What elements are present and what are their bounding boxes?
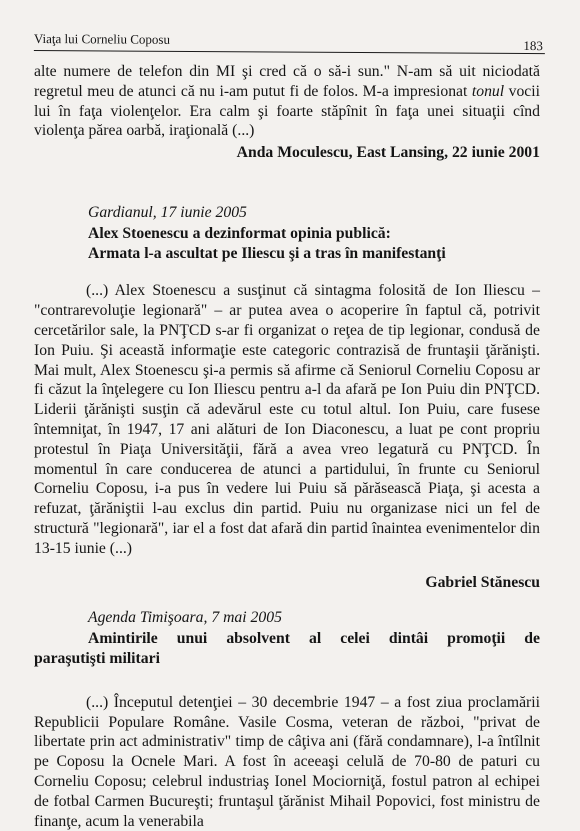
- opening-text-before-emphasis: alte numere de telefon din MI şi cred că o să-i sun." N-am să uit niciodată regretul meu de atunci că nu i-am putut fi de folos. M-a impresionat: [34, 63, 540, 100]
- article1-signature: Gabriel Stănescu: [425, 573, 540, 591]
- page-number: 183: [523, 37, 543, 54]
- article1-body: (...) Alex Stoenescu a susţinut că sintagma folosită de Ion Iliescu – "contrarevoluţie legionară" – ar putea avea o acoperire în faptul că, potrivit cercetărilor sale, la PNŢCD s-ar fi organizat o reţea de tip legionar, condusă de Ion Puiu. Şi această informaţie este categoric contrazisă de fruntaşii ţărănişti. Mai mult, Alex Stoenescu şi-a permis să afirme că Seniorul Corneliu Coposu ar fi căzut la înţelegere cu Ion Iliescu pentru a-l da afară pe Ion Puiu din PNŢCD. Liderii ţărănişti susţin că adevărul este cu totul altul. Ion Puiu, care fusese întemniţat, în 1947, 17 ani alături de Ion Diaconescu, a luat pe cont propriu protestul în Piaţa Universităţii, fără a avea vreo legatură cu PNŢCD. În momentul în care conducerea de atunci a partidului, în frunte cu Seniorul Corneliu Coposu, i-a pus în vedere lui Puiu să părăsească Piaţa, şi acesta a refuzat, ţărăniştii l-au exclus din partid. Puiu nu organizase nici un fel de structură "legionară", iar el a fost dat afară din partid înaintea evenimentelor din 13-15 iunie (...): [34, 282, 540, 557]
- opening-text-after-emphasis: vocii lui în faţa violenţelor. Era calm şi foarte stăpînit în faţa unei situaţii cînd violenţa părea oarbă, iraţională (...): [34, 82, 540, 140]
- article1-headline-line1: Alex Stoenescu a dezinformat opinia publică:: [88, 224, 391, 242]
- article2-body: (...) Începutul detenţiei – 30 decembrie 1947 – a fost ziua proclamării Republicii Populare Române. Vasile Cosma, veteran de război, "privat de libertate prin act administrativ" timp de câţiva ani (fără condamnare), l-a întîlnit pe Coposu la Ocnele Mari. A fost în aceeaşi celulă de 70-80 de paturi cu Corneliu Coposu; celebrul industriaş Ionel Mociorniţă, fostul patron al echipei de fotbal Carmen Bucureşti; fruntaşul ţărănist Mihail Popovici, fost ministru de finanţe, acum la venerabila: [34, 693, 540, 830]
- opening-signature: Anda Moculescu, East Lansing, 22 iunie 2001: [236, 144, 540, 162]
- article2-headline-line1: Amintirile unui absolvent al celei dintâi promoţii de: [88, 630, 540, 648]
- opening-paragraph: [34, 62, 540, 141]
- page-header: [34, 30, 545, 54]
- article2-source: Agenda Timişoara, 7 mai 2005: [88, 609, 282, 627]
- article1-source: Gardianul, 17 iunie 2005: [88, 203, 247, 221]
- article1-headline-line2: Armata l-a ascultat pe Iliescu şi a tras în manifestanţi: [88, 244, 446, 262]
- page-content: [34, 62, 540, 831]
- opening-emphasis: tonul: [471, 82, 505, 100]
- article2-headline-line2: paraşutişti militari: [34, 649, 160, 667]
- running-title: Viaţa lui Corneliu Coposu: [33, 30, 171, 47]
